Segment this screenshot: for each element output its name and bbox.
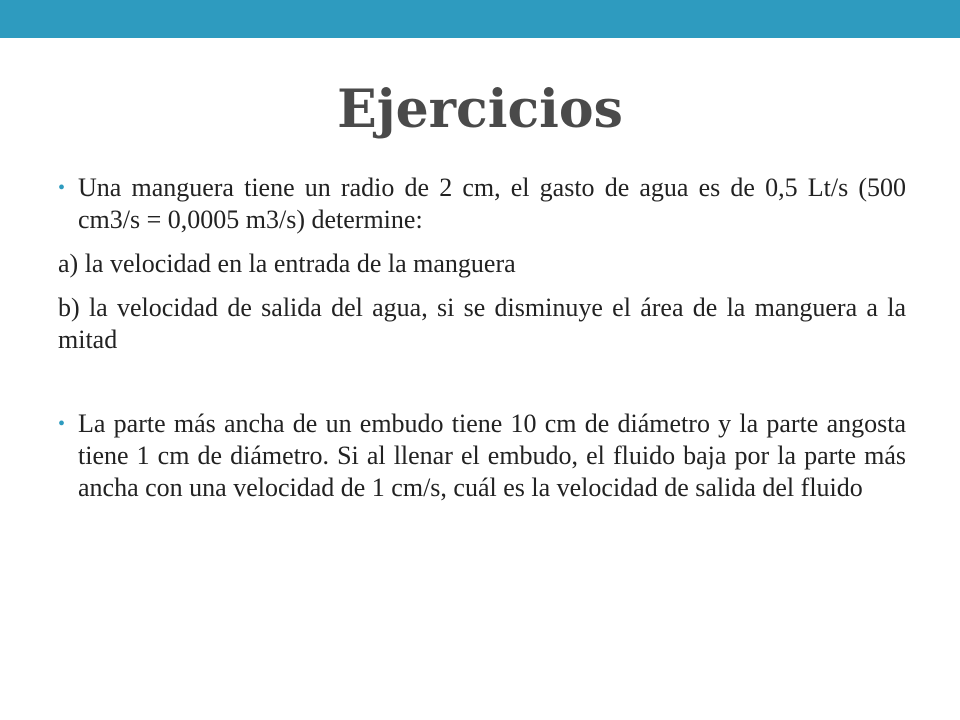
slide-title: Ejercicios	[337, 79, 623, 140]
bullet-text-1: Una manguera tiene un radio de 2 cm, el gasto de agua es de 0,5 Lt/s (500 cm3/s = 0,0005 m3/s) determine:	[78, 173, 906, 234]
top-accent-bar	[0, 0, 960, 38]
item-b: b) la velocidad de salida del agua, si se disminuye el área de la manguera a la mitad	[58, 293, 906, 354]
bullet-text-2: La parte más ancha de un embudo tiene 10 cm de diámetro y la parte angosta tiene 1 cm de diámetro. Si al llenar el embudo, el fluido baja por la parte más ancha con una velocidad de 1 cm/s, cuál es la velocidad de salida del fluido	[78, 409, 906, 502]
bullet-item-1	[58, 172, 906, 236]
item-a: a) la velocidad en la entrada de la manguera	[58, 249, 516, 278]
bullet-icon: •	[58, 177, 66, 199]
slide-content	[58, 172, 906, 504]
bullet-icon: •	[58, 413, 66, 435]
bullet-item-2	[58, 408, 906, 504]
